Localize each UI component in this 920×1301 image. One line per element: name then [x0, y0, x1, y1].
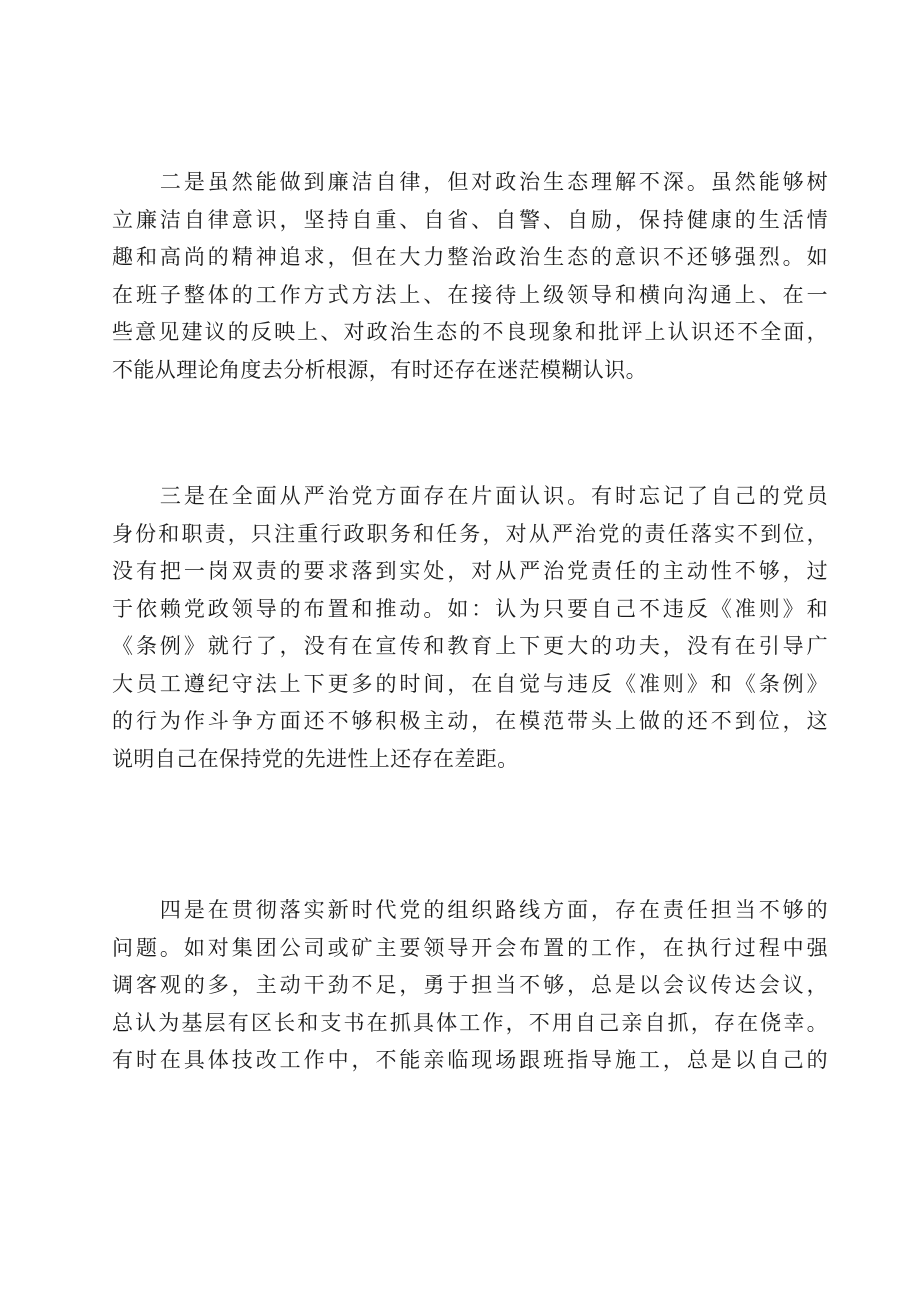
text-line: 于依赖党政领导的布置和推动。如：认为只要自己不违反《准则》和 — [112, 596, 828, 621]
paragraph-discipline — [112, 164, 828, 389]
text-line: 没有把一岗双责的要求落到实处，对从严治党责任的主动性不够，过 — [112, 559, 828, 583]
text-line: 趣和高尚的精神追求，但在大力整治政治生态的意识不还够强烈。如 — [112, 245, 828, 269]
text-line: 说明自己在保持党的先进性上还存在差距。 — [112, 746, 519, 771]
text-line: 总认为基层有区长和支书在抓具体工作，不用自己亲自抓，存在侥幸。 — [112, 1010, 828, 1035]
text-line: 身份和职责，只注重行政职务和任务，对从严治党的责任落实不到位， — [112, 521, 828, 546]
text-line: 《条例》就行了，没有在宣传和教育上下更大的功夫，没有在引导广 — [112, 634, 828, 658]
text-line: 问题。如对集团公司或矿主要领导开会布置的工作，在执行过程中强 — [112, 935, 828, 960]
paragraph-organizational-line — [112, 892, 828, 1080]
text-line: 大员工遵纪守法上下更多的时间，在自觉与违反《准则》和《条例》 — [112, 671, 828, 696]
text-line: 在班子整体的工作方式方法上、在接待上级领导和横向沟通上、在一 — [112, 282, 828, 307]
text-line: 些意见建议的反映上、对政治生态的不良现象和批评上认识还不全面， — [112, 320, 828, 344]
text-line: 立廉洁自律意识，坚持自重、自省、自警、自励，保持健康的生活情 — [112, 207, 828, 232]
text-line: 三是在全面从严治党方面存在片面认识。有时忘记了自己的党员 — [112, 484, 828, 508]
text-line: 的行为作斗争方面还不够积极主动，在模范带头上做的还不到位，这 — [112, 709, 828, 733]
text-line: 二是虽然能做到廉洁自律，但对政治生态理解不深。虽然能够树 — [112, 170, 828, 194]
text-line: 四是在贯彻落实新时代党的组织路线方面，存在责任担当不够的 — [112, 898, 828, 922]
text-line: 有时在具体技改工作中，不能亲临现场跟班指导施工，总是以自己的 — [112, 1048, 828, 1072]
text-line: 调客观的多，主动干劲不足，勇于担当不够，总是以会议传达会议， — [112, 973, 828, 997]
text-line: 不能从理论角度去分析根源，有时还存在迷茫模糊认识。 — [112, 357, 647, 382]
paragraph-party-governance — [112, 478, 828, 778]
